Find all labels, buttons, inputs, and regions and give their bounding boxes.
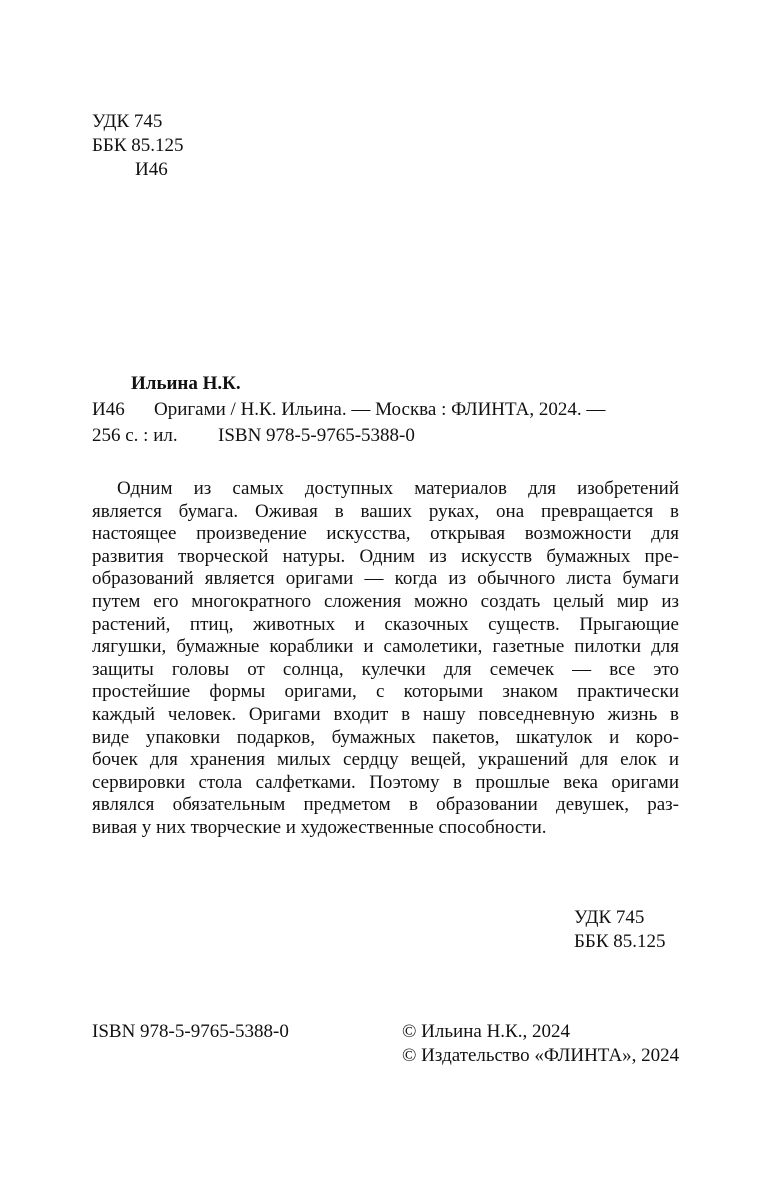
abstract-line: бочек для хранения милых сердцу вещей, украшений для елок и — [92, 749, 679, 771]
abstract-line: каждый человек. Оригами входит в нашу повседневную жизнь в — [92, 703, 679, 725]
abstract-line: вивая у них творческие и художественные способности. — [92, 816, 547, 838]
abstract-line: развития творческой натуры. Одним из искусств бумажных пре- — [92, 545, 679, 567]
abstract-line: лягушки, бумажные кораблики и самолетики, газетные пилотки для — [92, 636, 679, 658]
abstract-line: является бумага. Оживая в ваших руках, она превращается в — [92, 500, 679, 522]
footer-isbn: ISBN 978-5-9765-5388-0 — [92, 1021, 289, 1042]
author-heading: Ильина Н.К. — [131, 373, 241, 394]
bbk-code-top: ББК 85.125 — [92, 135, 184, 156]
abstract-line: Одним из самых доступных материалов для изобретений — [117, 478, 679, 499]
udk-code-bottom: УДК 745 — [574, 907, 645, 928]
abstract-line: простейшие формы оригами, с которыми знаком практически — [92, 681, 679, 703]
abstract-line: настоящее произведение искусства, открывая возможности для — [92, 523, 679, 545]
author-mark-top: И46 — [135, 159, 168, 180]
copyright-author: © Ильина Н.К., 2024 — [402, 1021, 570, 1042]
abstract-line: являлся обязательным предметом в образовании девушек, раз- — [92, 794, 679, 816]
abstract-line: растений, птиц, животных и сказочных существ. Прыгающие — [92, 613, 679, 635]
abstract-line: образований является оригами — когда из обычного листа бумаги — [92, 568, 679, 590]
udk-code-top: УДК 745 — [92, 111, 163, 132]
record-isbn: ISBN 978-5-9765-5388-0 — [218, 425, 415, 446]
abstract-line: путем его многократного сложения можно создать целый мир из — [92, 590, 679, 612]
abstract-line: виде упаковки подарков, бумажных пакетов, шкатулок и коро- — [92, 726, 679, 748]
abstract-line: защиты головы от солнца, кулечки для семечек — все это — [92, 658, 679, 680]
record-extent: 256 с. : ил. — [92, 425, 178, 446]
record-title-line: Оригами / Н.К. Ильина. — Москва : ФЛИНТА, 2024. — — [154, 399, 606, 420]
bbk-code-bottom: ББК 85.125 — [574, 931, 666, 952]
abstract-line: сервировки стола салфетками. Поэтому в прошлые века оригами — [92, 771, 679, 793]
abstract-paragraph — [92, 478, 679, 840]
copyright-publisher: © Издательство «ФЛИНТА», 2024 — [402, 1045, 680, 1066]
record-mark: И46 — [92, 399, 125, 420]
